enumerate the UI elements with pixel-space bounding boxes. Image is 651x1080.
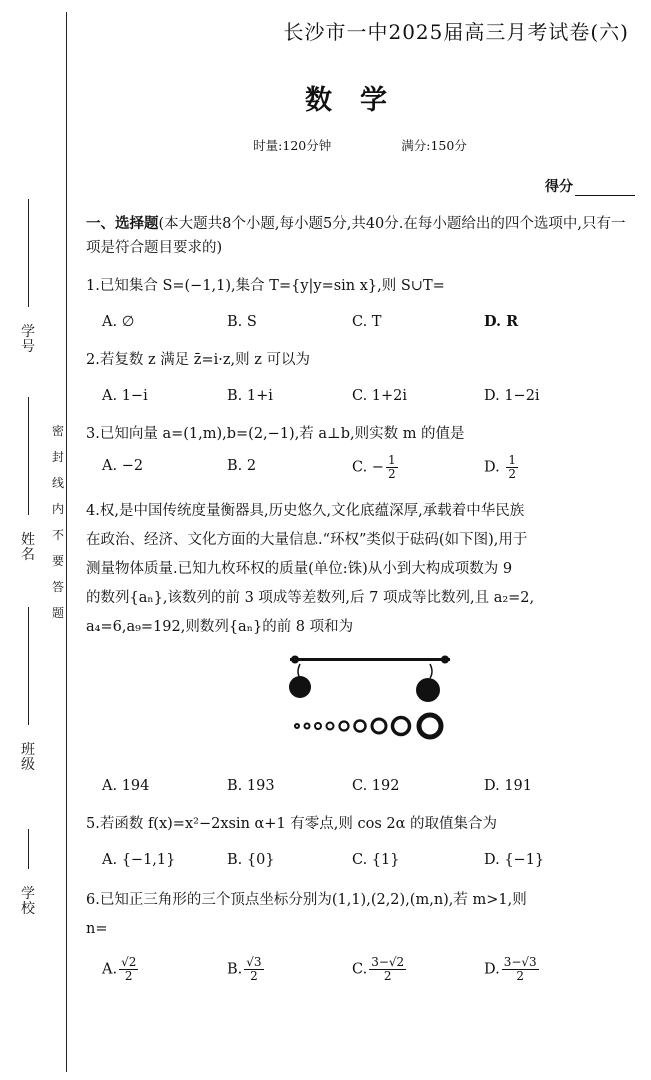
option-b[interactable]: B. 1+i: [227, 388, 273, 404]
option-b-prefix: B.: [227, 961, 243, 978]
option-d[interactable]: [484, 956, 609, 983]
fraction-numerator: 3−√2: [371, 955, 405, 969]
option-c[interactable]: [352, 956, 484, 983]
option-a[interactable]: A. {−1,1}: [102, 852, 176, 868]
question-4-stem-line-1: 4.权,是中国传统度量衡器具,历史悠久,文化底蕴深厚,承载着中华民族: [86, 503, 525, 519]
ring-2: [305, 724, 310, 729]
section-title: 一、选择题: [86, 216, 159, 232]
student-id-blank: [28, 199, 29, 307]
option-a[interactable]: A. 1−i: [102, 388, 148, 404]
option-d[interactable]: D. R: [484, 313, 519, 330]
ring-weights-illustration: [270, 650, 470, 770]
student-id-field: [20, 182, 36, 355]
exam-title: 长沙市一中2025届高三月考试卷(六): [283, 20, 629, 44]
ring-6: [355, 721, 366, 732]
score-blank: [575, 181, 635, 196]
fraction-denominator: 2: [516, 969, 525, 983]
ring-4: [327, 723, 334, 730]
option-a[interactable]: A. ∅: [102, 314, 135, 330]
question-4-stem-line-4: 的数列{aₙ},该数列的前 3 项成等差数列,后 7 项成等比数列,且 a₂=2,: [86, 590, 535, 606]
option-c[interactable]: C. {1}: [352, 852, 400, 868]
option-c[interactable]: C. T: [352, 314, 382, 330]
fraction-denominator: 2: [508, 467, 516, 481]
fraction-denominator: 2: [124, 969, 133, 983]
exam-info: [0, 136, 651, 154]
option-d[interactable]: D. 191: [484, 778, 533, 794]
question-1: [86, 274, 636, 334]
question-6-stem-line-2: n=: [86, 921, 108, 937]
option-d[interactable]: D. 1−2i: [484, 388, 540, 404]
question-6-stem-line-1: 6.已知正三角形的三个顶点坐标分别为(1,1),(2,2),(m,n),若 m>1,则: [86, 892, 527, 908]
question-4: [86, 497, 636, 798]
fraction-numerator: √3: [246, 955, 262, 969]
option-d[interactable]: D. {−1}: [484, 852, 545, 868]
student-id-label: 学号: [21, 324, 35, 355]
beam-end-right: [441, 656, 449, 664]
hook-right: [430, 664, 432, 678]
fraction-numerator: 3−√3: [503, 955, 537, 969]
option-a[interactable]: A. −2: [102, 458, 144, 474]
option-c[interactable]: C. 1+2i: [352, 388, 408, 404]
fraction-numerator: √2: [121, 955, 137, 969]
hanging-weight-left: [289, 676, 311, 698]
option-d[interactable]: [484, 454, 609, 481]
question-5: [86, 812, 636, 872]
question-2: [86, 348, 636, 408]
ring-9: [419, 715, 441, 737]
question-4-stem-line-5: a₄=6,a₉=192,则数列{aₙ}的前 8 项和为: [86, 619, 354, 635]
exam-content: [86, 212, 636, 983]
question-6-options: [86, 956, 636, 983]
option-b[interactable]: B. 2: [227, 458, 257, 474]
hanging-weight-right: [416, 678, 440, 702]
ring-8: [393, 718, 410, 735]
balance-beam: [290, 658, 450, 661]
option-a-prefix: A.: [102, 961, 118, 978]
option-c-prefix: C. −: [352, 459, 384, 476]
option-b[interactable]: B. S: [227, 314, 257, 330]
question-3-stem: 3.已知向量 a=(1,m),b=(2,−1),若 a⊥b,则实数 m 的值是: [86, 426, 465, 442]
fraction-numerator: 1: [387, 453, 396, 467]
name-label: 姓名: [21, 532, 35, 563]
hook-left: [298, 664, 300, 678]
name-field: [20, 380, 36, 563]
section-description: (本大题共8个小题,每小题5分,共40分.在每小题给出的四个选项中,只有一项是符合题目要求的): [86, 216, 626, 256]
option-b[interactable]: B. {0}: [227, 852, 275, 868]
option-b[interactable]: B. 193: [227, 778, 275, 794]
class-blank: [28, 607, 29, 725]
question-4-options: [86, 774, 636, 798]
option-d-prefix: D.: [484, 459, 505, 476]
question-3: [86, 422, 636, 481]
ring-7: [372, 719, 386, 733]
question-2-stem: 2.若复数 z 满足 z̄=i·z,则 z 可以为: [86, 352, 310, 368]
school-label: 学校: [21, 886, 35, 917]
seal-line: [66, 12, 67, 1072]
option-c[interactable]: C. 192: [352, 778, 400, 794]
name-blank: [28, 397, 29, 515]
fraction: [369, 956, 406, 983]
section-heading: [86, 212, 636, 260]
ring-5: [340, 722, 349, 731]
class-field: [20, 590, 36, 773]
question-1-options: [86, 310, 636, 334]
fraction: [502, 956, 539, 983]
full-score: 满分:150分: [401, 138, 467, 153]
question-4-stem-line-3: 测量物体质量.已知九枚环权的质量(单位:铢)从小到大构成项数为 9: [86, 561, 513, 577]
fraction-denominator: 2: [250, 969, 258, 983]
score-box: [545, 176, 635, 196]
class-label: 班级: [21, 742, 35, 773]
subject-title: 数学: [305, 85, 415, 116]
option-c[interactable]: [352, 454, 484, 481]
ring-weights-figure: [270, 650, 470, 770]
option-c-prefix: C.: [352, 961, 368, 978]
fraction: [119, 956, 138, 983]
ring-1: [295, 724, 299, 728]
question-6: [86, 886, 636, 983]
fraction: [506, 454, 518, 481]
question-5-options: [86, 848, 636, 872]
question-3-options: [86, 454, 636, 481]
school-blank: [28, 829, 29, 869]
ring-3: [315, 723, 321, 729]
fraction-numerator: 1: [508, 453, 516, 467]
time-limit: 时量:120分钟: [253, 138, 332, 153]
binding-margin: [0, 0, 72, 1080]
seal-notice: 密封线内不要答题: [51, 424, 64, 620]
fraction-denominator: 2: [383, 969, 392, 983]
beam-end-left: [291, 656, 299, 664]
option-b[interactable]: [227, 956, 352, 983]
fraction-denominator: 2: [387, 467, 396, 481]
fraction: [244, 956, 263, 983]
option-d-prefix: D.: [484, 961, 500, 978]
option-a[interactable]: A. 194: [102, 778, 150, 794]
question-2-options: [86, 384, 636, 408]
question-4-stem-line-2: 在政治、经济、文化方面的大量信息.“环权”类似于砝码(如下图),用于: [86, 532, 528, 548]
score-label: 得分: [545, 179, 573, 195]
question-1-stem: 1.已知集合 S=(−1,1),集合 T={y|y=sin x},则 S∪T=: [86, 278, 445, 294]
question-5-stem: 5.若函数 f(x)=x²−2xsin α+1 有零点,则 cos 2α 的取值集合为: [86, 816, 498, 832]
school-field: [20, 812, 36, 917]
fraction: [386, 454, 398, 481]
option-a[interactable]: [102, 956, 227, 983]
